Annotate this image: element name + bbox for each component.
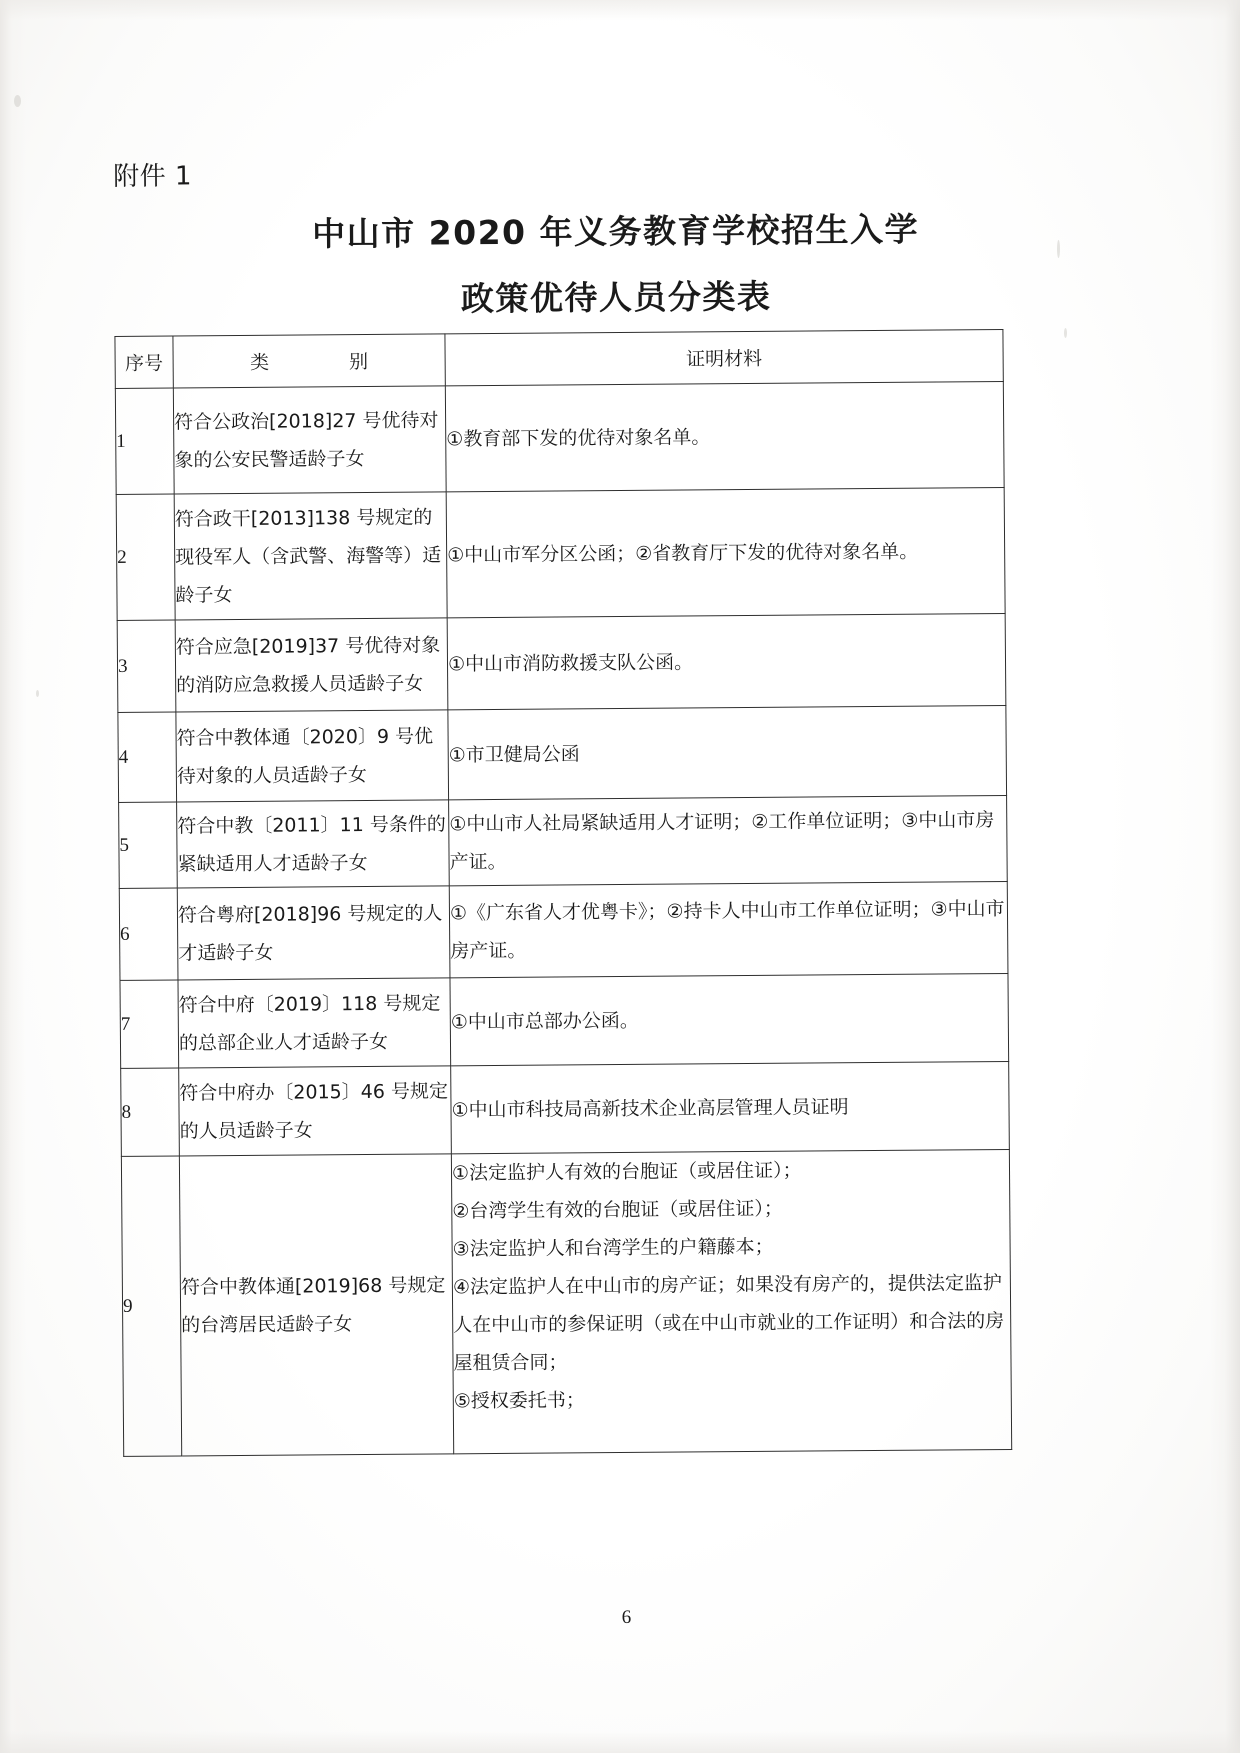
table-row bbox=[118, 705, 1007, 802]
material-item: ④法定监护人在中山市的房产证；如果没有房产的，提供法定监护人在中山市的参保证明（或在中山市就业的工作证明）和合法的房屋租赁合同； bbox=[452, 1272, 1005, 1375]
row-category: 符合中教体通〔2020〕9 号优待对象的人员适龄子女 bbox=[176, 710, 449, 802]
row-seq: 4 bbox=[118, 712, 177, 802]
material-item: ⑤授权委托书； bbox=[453, 1389, 585, 1413]
row-category: 符合中府办〔2015〕46 号规定的人员适龄子女 bbox=[179, 1066, 452, 1156]
policy-classification-table bbox=[114, 329, 1012, 1457]
row-seq: 8 bbox=[121, 1068, 180, 1156]
attachment-label: 附件 1 bbox=[113, 161, 193, 192]
material-item: ③法定监护人和台湾学生的户籍藤本； bbox=[452, 1235, 774, 1261]
row-seq: 1 bbox=[115, 388, 174, 494]
material-item: ①教育部下发的优待对象名单。 bbox=[446, 425, 711, 450]
row-seq: 9 bbox=[121, 1156, 181, 1456]
table-row bbox=[121, 1061, 1010, 1156]
page-number: 6 bbox=[621, 1606, 632, 1629]
row-category: 符合中教体通[2019]68 号规定的台湾居民适龄子女 bbox=[179, 1154, 453, 1456]
row-materials bbox=[446, 487, 1005, 617]
column-header-category-label: 类 别 bbox=[250, 350, 383, 374]
material-item: ①中山市科技局高新技术企业高层管理人员证明 bbox=[451, 1095, 849, 1121]
row-materials bbox=[448, 705, 1007, 799]
row-materials bbox=[451, 1061, 1010, 1153]
row-category: 符合粤府[2018]96 号规定的人才适龄子女 bbox=[177, 886, 450, 980]
material-item: ①中山市军分区公函；②省教育厅下发的优待对象名单。 bbox=[447, 540, 919, 566]
table-header-row bbox=[115, 329, 1003, 388]
column-header-category bbox=[173, 334, 445, 388]
row-materials bbox=[449, 881, 1008, 977]
row-materials bbox=[450, 973, 1009, 1065]
material-item: ②台湾学生有效的台胞证（或居住证）； bbox=[452, 1197, 783, 1223]
row-seq: 6 bbox=[119, 888, 178, 980]
material-item: ①中山市消防救援支队公函。 bbox=[447, 650, 694, 675]
row-seq: 5 bbox=[119, 802, 178, 888]
material-item: ①《广东省人才优粤卡》；②持卡人中山市工作单位证明；③中山市房产证。 bbox=[449, 897, 1005, 962]
row-materials bbox=[445, 381, 1004, 491]
material-item: ①市卫健局公函 bbox=[448, 742, 580, 766]
row-category: 符合应急[2019]37 号优待对象的消防应急救援人员适龄子女 bbox=[175, 618, 448, 712]
row-category: 符合政干[2013]138 号规定的现役军人（含武警、海警等）适龄子女 bbox=[174, 492, 447, 620]
row-category: 符合公政治[2018]27 号优待对象的公安民警适龄子女 bbox=[173, 386, 446, 494]
table-row bbox=[119, 881, 1008, 980]
row-category: 符合中府〔2019〕118 号规定的总部企业人才适龄子女 bbox=[178, 978, 451, 1068]
table-row bbox=[120, 973, 1009, 1068]
document-title-line-2: 政策优待人员分类表 bbox=[460, 276, 772, 319]
row-materials bbox=[449, 795, 1008, 885]
table-row bbox=[119, 795, 1008, 888]
table-row bbox=[115, 381, 1004, 494]
row-materials bbox=[451, 1149, 1011, 1453]
material-item: ①法定监护人有效的台胞证（或居住证）； bbox=[451, 1159, 802, 1185]
row-seq: 7 bbox=[120, 980, 179, 1068]
material-item: ①中山市人社局紧缺适用人才证明；②工作单位证明；③中山市房产证。 bbox=[449, 808, 995, 873]
row-materials bbox=[447, 613, 1006, 709]
table-row bbox=[121, 1149, 1011, 1456]
table-row bbox=[117, 613, 1006, 712]
row-seq: 3 bbox=[117, 620, 176, 712]
document-title-line-1: 中山市 2020 年义务教育学校招生入学 bbox=[312, 209, 920, 254]
column-header-seq: 序号 bbox=[115, 336, 173, 388]
material-item: ①中山市总部办公函。 bbox=[450, 1009, 639, 1033]
row-category: 符合中教〔2011〕11 号条件的紧缺适用人才适龄子女 bbox=[177, 800, 450, 888]
table-row bbox=[116, 487, 1005, 620]
column-header-materials: 证明材料 bbox=[445, 329, 1003, 385]
row-seq: 2 bbox=[116, 494, 175, 620]
